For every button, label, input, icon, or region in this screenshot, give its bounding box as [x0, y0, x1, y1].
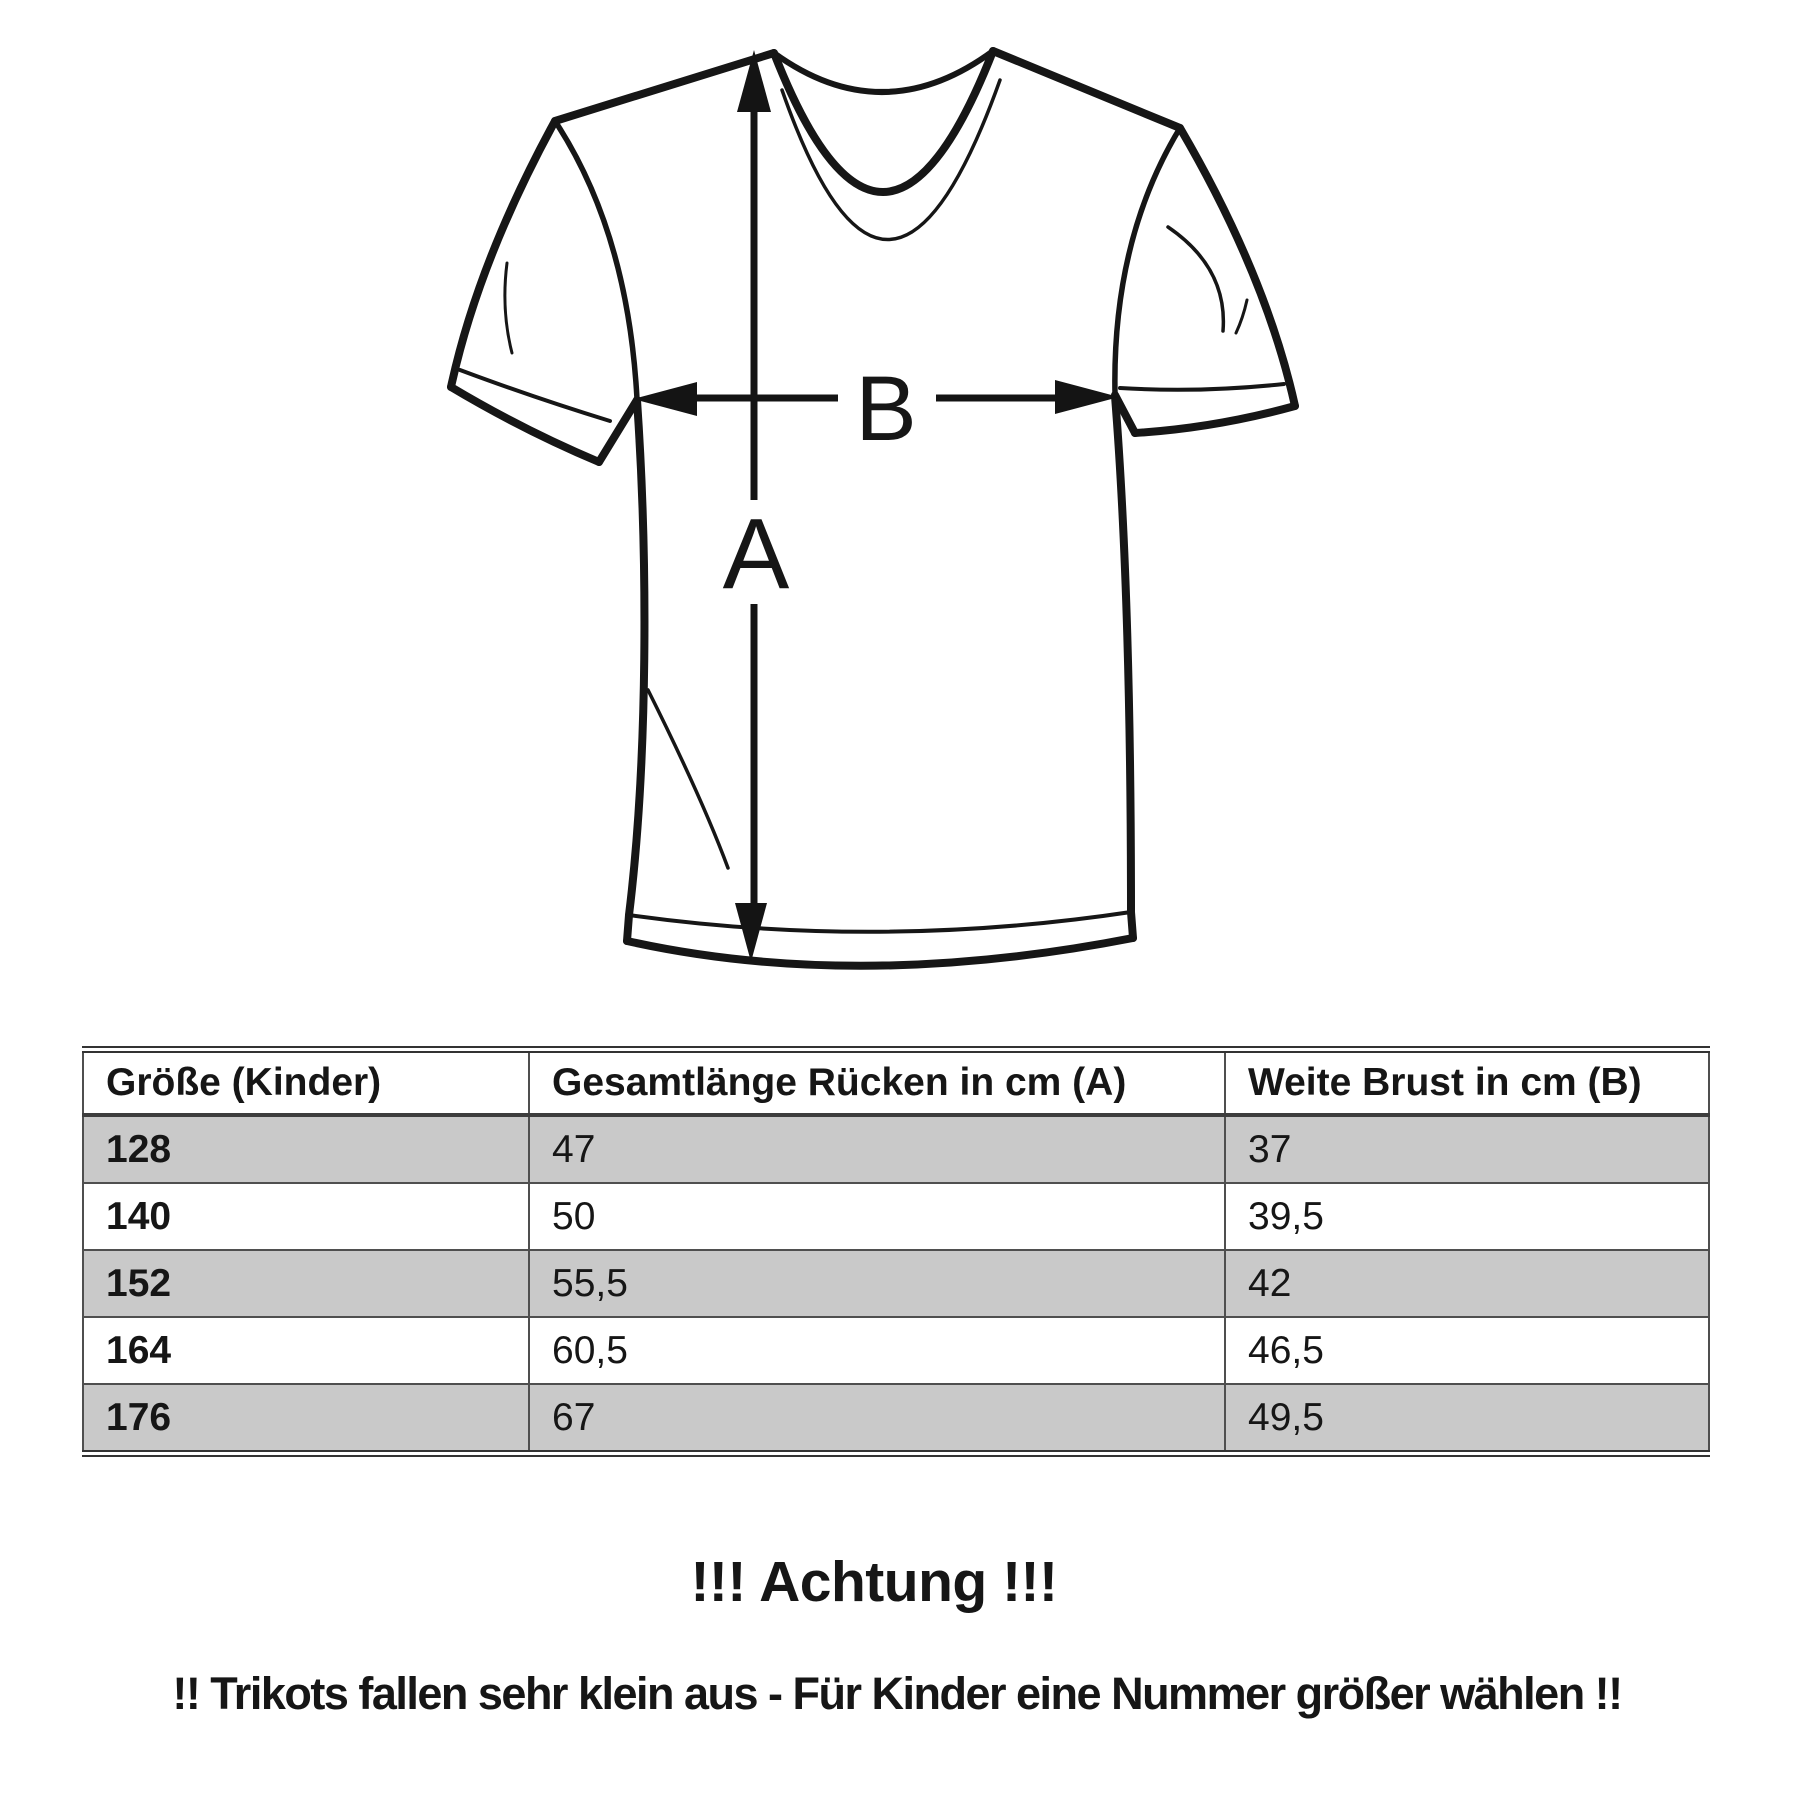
left-body-seam-line	[629, 400, 644, 915]
left-armhole-line	[555, 121, 637, 399]
size-table-body	[83, 1115, 1709, 1454]
right-armhole-line	[1115, 128, 1180, 394]
measurement-label-a: A	[722, 498, 790, 610]
chest-arrowhead-left	[633, 382, 697, 416]
body-fold-line	[648, 690, 728, 868]
size-table	[82, 1046, 1710, 1457]
length-cell: 67	[529, 1384, 1225, 1454]
left-cuff-bottom-line	[451, 387, 599, 462]
table-row	[83, 1317, 1709, 1384]
right-sleeve-outer-line	[1180, 128, 1295, 406]
col-header-chest-width: Weite Brust in cm (B)	[1225, 1050, 1709, 1116]
hem-bottom-line	[627, 938, 1133, 966]
measurement-label-b: B	[855, 358, 917, 460]
right-cuff-inner-line	[1120, 384, 1284, 390]
left-sleeve-end-line	[599, 400, 637, 462]
table-row	[83, 1115, 1709, 1183]
hem-left-edge	[627, 915, 629, 941]
right-body-seam-line	[1115, 396, 1131, 912]
table-row	[83, 1183, 1709, 1250]
size-cell: 128	[83, 1115, 529, 1183]
left-cuff-inner-line	[460, 370, 610, 421]
chest-cell: 46,5	[1225, 1317, 1709, 1384]
size-cell: 176	[83, 1384, 529, 1454]
size-cell: 152	[83, 1250, 529, 1317]
table-row	[83, 1250, 1709, 1317]
chest-arrowhead-right	[1055, 380, 1119, 414]
chest-cell: 49,5	[1225, 1384, 1709, 1454]
size-table-header-row	[83, 1050, 1709, 1116]
chest-cell: 37	[1225, 1115, 1709, 1183]
size-cell: 164	[83, 1317, 529, 1384]
table-row	[83, 1384, 1709, 1454]
size-cell: 140	[83, 1183, 529, 1250]
col-header-back-length: Gesamtlänge Rücken in cm (A)	[529, 1050, 1225, 1116]
length-cell: 60,5	[529, 1317, 1225, 1384]
chest-cell: 39,5	[1225, 1183, 1709, 1250]
right-sleeve-fold-line-2	[1236, 300, 1247, 333]
left-sleeve-fold-line	[505, 263, 512, 353]
length-cell: 47	[529, 1115, 1225, 1183]
col-header-size: Größe (Kinder)	[83, 1050, 529, 1116]
right-cuff-bottom-line	[1135, 406, 1295, 433]
chest-cell: 42	[1225, 1250, 1709, 1317]
sizing-warning-text: !! Trikots fallen sehr klein aus - Für Kinder eine Nummer größer wählen !!	[172, 1668, 1622, 1719]
collar-back-line	[774, 51, 993, 92]
right-shoulder-line	[993, 51, 1180, 128]
hem-top-line	[629, 912, 1131, 932]
length-cell: 55,5	[529, 1250, 1225, 1317]
right-sleeve-fold-line	[1168, 227, 1223, 331]
length-cell: 50	[529, 1183, 1225, 1250]
left-sleeve-outer-line	[451, 121, 555, 387]
length-arrowhead-bottom	[735, 903, 767, 962]
attention-heading: !!! Achtung !!!	[690, 1550, 1058, 1614]
hem-right-edge	[1131, 912, 1133, 938]
